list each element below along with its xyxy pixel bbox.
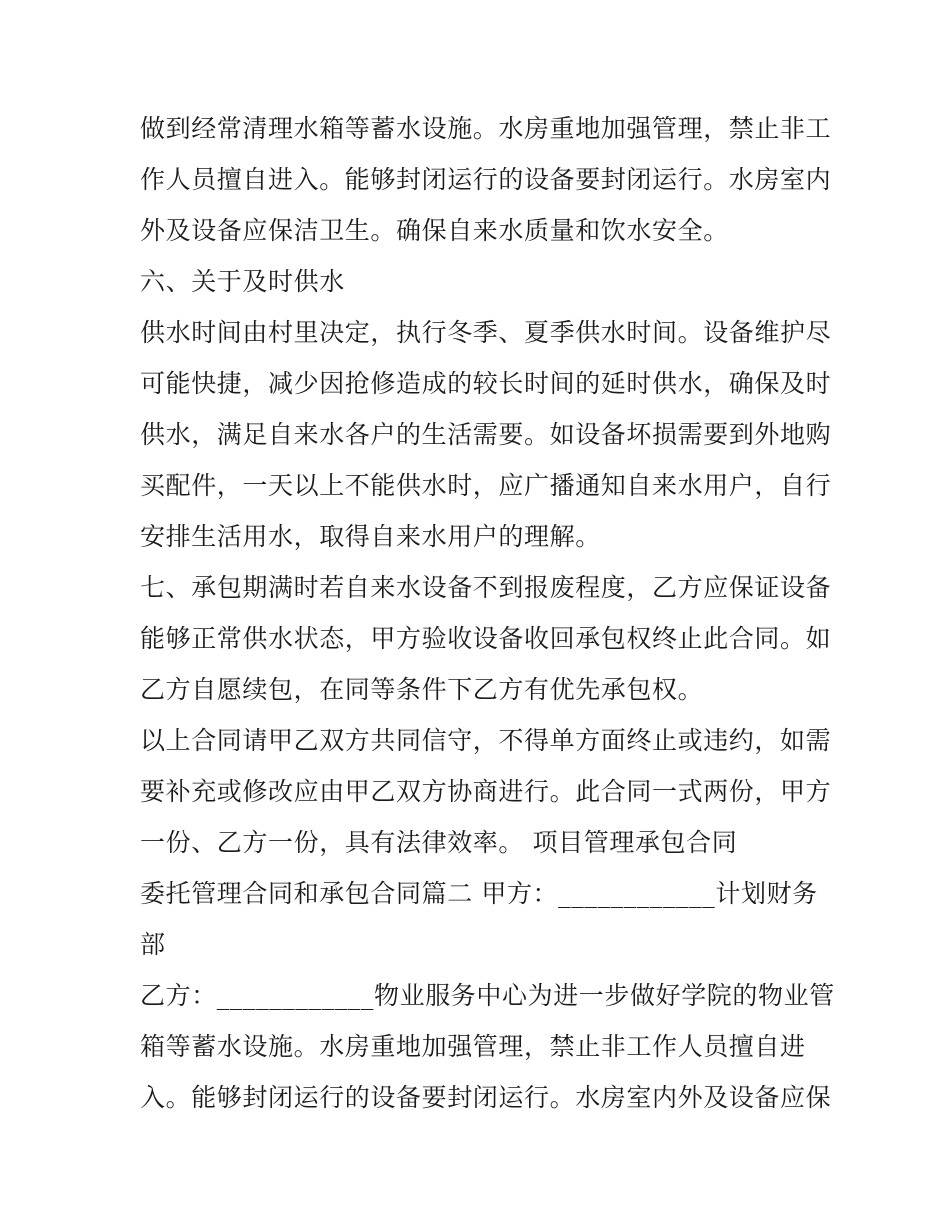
text-line: 可能快捷，减少因抢修造成的较长时间的延时供水，确保及时	[140, 369, 832, 398]
text-line: 买配件，一天以上不能供水时，应广播通知自来水用户，自行	[140, 471, 832, 500]
text-line: 委托管理合同和承包合同篇二 甲方：____________计划财务	[140, 879, 818, 908]
text-line: 外及设备应保洁卫生。确保自来水质量和饮水安全。	[140, 216, 729, 245]
text-line: 一份、乙方一份，具有法律效率。 项目管理承包合同	[140, 828, 738, 857]
text-line: 做到经常清理水箱等蓄水设施。水房重地加强管理，禁止非工	[140, 114, 832, 143]
text-line: 以上合同请甲乙双方共同信守，不得单方面终止或违约，如需	[140, 726, 832, 755]
section-heading: 六、关于及时供水	[140, 267, 345, 296]
text-line: 安排生活用水，取得自来水用户的理解。	[140, 522, 601, 551]
text-line: 箱等蓄水设施。水房重地加强管理，禁止非工作人员擅自进	[140, 1032, 806, 1061]
text-line: 部	[140, 930, 166, 959]
text-line: 入。能够封闭运行的设备要封闭运行。水房室内外及设备应保	[140, 1083, 832, 1112]
text-line: 要补充或修改应由甲乙双方协商进行。此合同一式两份，甲方	[140, 777, 832, 806]
text-line: 供水，满足自来水各户的生活需要。如设备坏损需要到外地购	[140, 420, 832, 449]
text-line: 作人员擅自进入。能够封闭运行的设备要封闭运行。水房室内	[140, 165, 832, 194]
text-line: 能够正常供水状态，甲方验收设备收回承包权终止此合同。如	[140, 624, 832, 653]
text-line: 乙方自愿续包，在同等条件下乙方有优先承包权。	[140, 675, 704, 704]
text-line: 供水时间由村里决定，执行冬季、夏季供水时间。设备维护尽	[140, 318, 832, 347]
text-line: 七、承包期满时若自来水设备不到报废程度，乙方应保证设备	[140, 573, 832, 602]
text-line: 乙方：____________物业服务中心为进一步做好学院的物业管	[140, 981, 835, 1010]
